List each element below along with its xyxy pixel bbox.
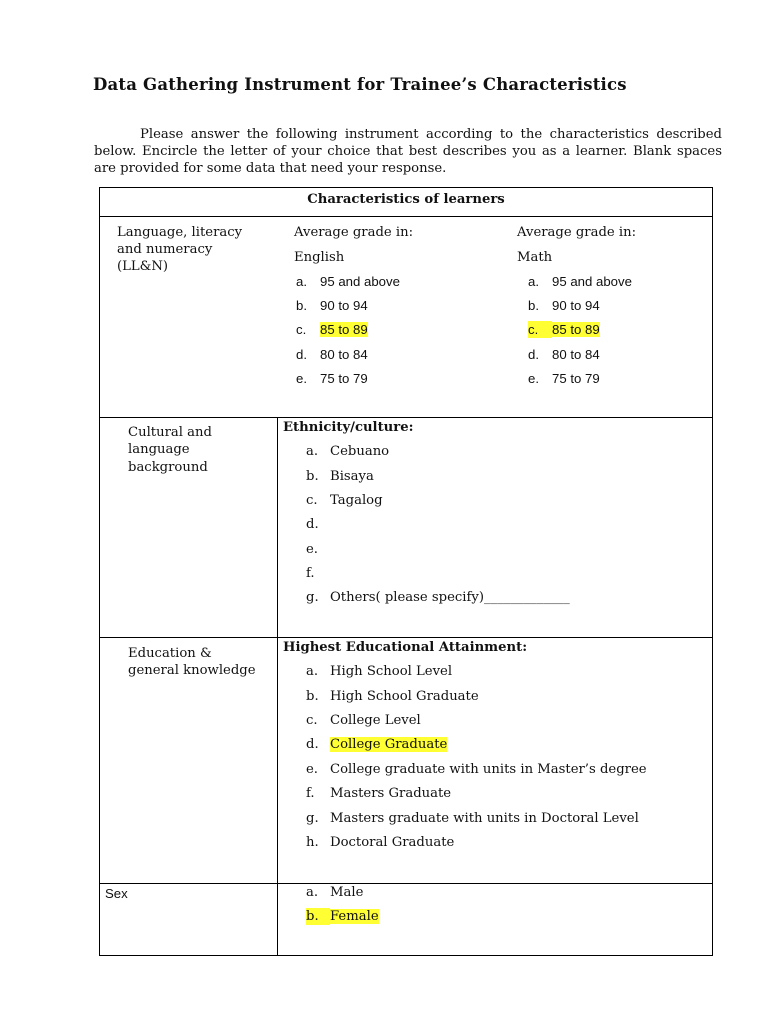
list-item-others[interactable]: g. Others( please specify)_____________ [306, 590, 570, 605]
table-border-right [712, 187, 713, 956]
header-divider [99, 216, 713, 217]
row-divider-lln [99, 417, 713, 418]
list-item[interactable]: a. Male [306, 885, 364, 900]
list-item[interactable]: c. Tagalog [306, 493, 383, 508]
table-header: Characteristics of learners [307, 192, 505, 207]
list-item[interactable]: a. 95 and above [528, 274, 632, 289]
lln-label-line: and numeracy [117, 242, 213, 257]
list-item[interactable]: d. 80 to 84 [296, 347, 368, 362]
document-title: Data Gathering Instrument for Trainee’s Characteristics [93, 75, 627, 94]
list-item[interactable]: a. 95 and above [296, 274, 400, 289]
education-label-line: general knowledge [128, 663, 256, 678]
english-grade-label: Average grade in: [294, 225, 414, 240]
list-item[interactable]: e. 75 to 79 [296, 371, 368, 386]
table-border-left [99, 187, 100, 956]
list-item[interactable]: f. Masters Graduate [306, 786, 452, 801]
education-label-line: Education & [128, 646, 212, 661]
lln-label-line: (LL&N) [117, 259, 169, 274]
list-item[interactable]: f. [306, 566, 315, 581]
sex-row-label: Sex [105, 886, 128, 901]
list-item[interactable]: b. 90 to 94 [296, 298, 368, 313]
column-divider [277, 417, 278, 956]
math-subject: Math [517, 250, 553, 265]
instructions-paragraph: Please answer the following instrument according to the characteristics described below. Encircle the letter of your choice that best describes you as a learner. Blank spaces are provided for some data that need your response. [94, 127, 722, 176]
list-item[interactable]: b. 90 to 94 [528, 298, 600, 313]
table-border-bottom [99, 955, 713, 956]
list-item[interactable]: d. [306, 517, 319, 532]
list-item[interactable]: d. 80 to 84 [528, 347, 600, 362]
culture-label-line: background [128, 460, 208, 475]
ethnicity-heading: Ethnicity/culture: [283, 420, 414, 435]
list-item[interactable]: b. Bisaya [306, 469, 374, 484]
lln-label-line: Language, literacy [117, 225, 243, 240]
list-item[interactable]: c. College Level [306, 713, 421, 728]
list-item[interactable]: g. Masters graduate with units in Doctoral Level [306, 811, 639, 826]
list-item[interactable]: e. College graduate with units in Master’s degree [306, 762, 647, 777]
list-item[interactable]: a. Cebuano [306, 444, 390, 459]
list-item-selected[interactable]: b. Female [306, 909, 379, 924]
culture-label-line: Cultural and [128, 425, 212, 440]
culture-label-line: language [128, 442, 190, 457]
list-item[interactable]: a. High School Level [306, 664, 453, 679]
list-item-selected[interactable]: c. 85 to 89 [296, 322, 368, 337]
list-item[interactable]: b. High School Graduate [306, 689, 479, 704]
row-divider-education [99, 883, 713, 884]
row-divider-culture [99, 637, 713, 638]
list-item-selected[interactable]: d. College Graduate [306, 737, 448, 752]
table-border-top [99, 187, 713, 188]
list-item[interactable]: h. Doctoral Graduate [306, 835, 455, 850]
list-item[interactable]: e. [306, 542, 318, 557]
education-heading: Highest Educational Attainment: [283, 640, 528, 655]
list-item[interactable]: e. 75 to 79 [528, 371, 600, 386]
math-grade-label: Average grade in: [517, 225, 637, 240]
list-item-selected[interactable]: c. 85 to 89 [528, 322, 600, 337]
english-subject: English [294, 250, 345, 265]
